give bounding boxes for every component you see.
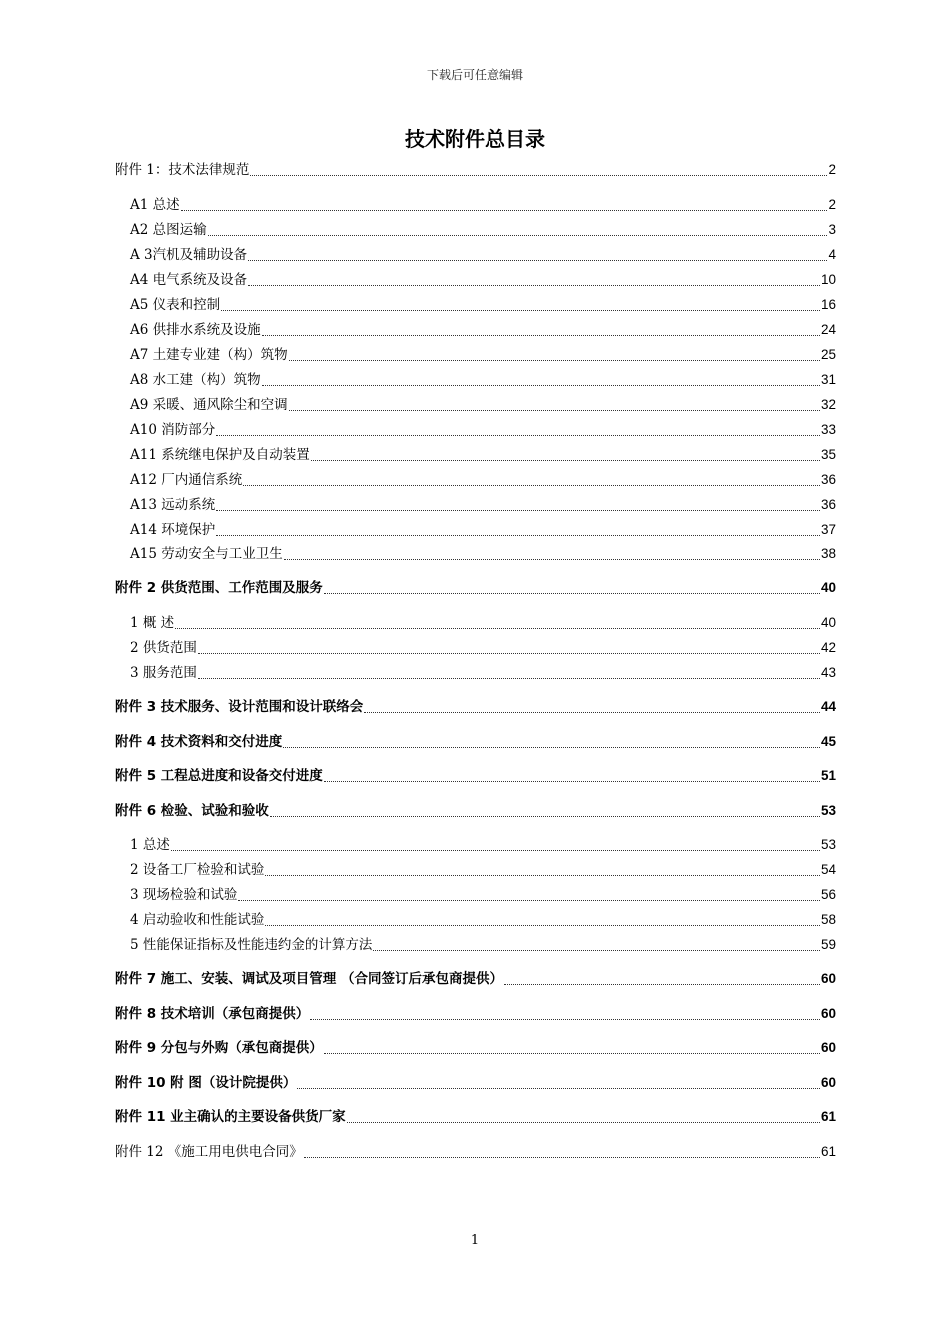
toc-entry-page: 2 — [828, 162, 836, 177]
toc-dot-leader — [181, 194, 828, 216]
toc-entry-label: 附件 6 检验、试验和验收 — [115, 803, 269, 819]
toc-entry-label: A15 劳动安全与工业卫生 — [130, 546, 283, 562]
toc-entry-page: 60 — [820, 1075, 836, 1090]
toc-dot-leader — [262, 319, 820, 341]
toc-entry-page: 35 — [820, 447, 836, 462]
toc-entry-page: 24 — [820, 322, 836, 337]
toc-entry-label: A9 采暖、通风除尘和空调 — [130, 397, 288, 413]
toc-dot-leader — [310, 1003, 820, 1025]
toc-entry-label: 3 服务范围 — [130, 665, 197, 681]
toc-sub-entry[interactable] — [130, 219, 836, 241]
toc-entry-page: 43 — [820, 665, 836, 680]
toc-entry-label: A11 系统继电保护及自动装置 — [130, 447, 310, 463]
toc-entry-label: 2 设备工厂检验和试验 — [130, 862, 265, 878]
toc-entry-label: 附件 9 分包与外购（承包商提供） — [115, 1040, 323, 1056]
toc-entry-label: 附件 10 附 图（设计院提供） — [115, 1075, 297, 1091]
toc-dot-leader — [250, 159, 827, 181]
toc-entry-page: 58 — [820, 912, 836, 927]
toc-entry-page: 42 — [820, 640, 836, 655]
toc-entry-page: 33 — [820, 422, 836, 437]
toc-entry-label: A 3汽机及辅助设备 — [130, 247, 248, 263]
toc-dot-leader — [208, 219, 828, 241]
toc-entry[interactable] — [115, 577, 836, 599]
toc-entry-label: A1 总述 — [130, 197, 180, 213]
toc-entry-label: 附件 2 供货范围、工作范围及服务 — [115, 580, 323, 596]
toc-entry-page: 37 — [820, 522, 836, 537]
toc-sub-entry[interactable] — [130, 859, 836, 881]
toc-entry-label: A14 环境保护 — [130, 522, 216, 538]
toc-dot-leader — [262, 369, 820, 391]
toc-entry[interactable] — [115, 1037, 836, 1059]
toc-sub-entry[interactable] — [130, 194, 836, 216]
toc-dot-leader — [283, 731, 820, 753]
toc-entry-label: 附件 3 技术服务、设计范围和设计联络会 — [115, 699, 364, 715]
toc-sub-entry[interactable] — [130, 369, 836, 391]
toc-dot-leader — [198, 637, 820, 659]
toc-dot-leader — [216, 494, 820, 516]
toc-entry-page: 60 — [820, 1040, 836, 1055]
toc-entry-label: A12 厂内通信系统 — [130, 472, 243, 488]
toc-sub-entry[interactable] — [130, 394, 836, 416]
toc-dot-leader — [289, 344, 820, 366]
toc-entry-label: 附件 8 技术培训（承包商提供） — [115, 1006, 310, 1022]
toc-entry-page: 45 — [820, 734, 836, 749]
toc-sub-entry[interactable] — [130, 519, 836, 541]
toc-entry-page: 61 — [820, 1144, 836, 1159]
toc-entry[interactable] — [115, 800, 836, 822]
toc-entry-page: 60 — [820, 1006, 836, 1021]
toc-entry[interactable] — [115, 1106, 836, 1128]
toc-dot-leader — [171, 834, 820, 856]
toc-entry-page: 54 — [820, 862, 836, 877]
page-number: 1 — [470, 1233, 480, 1248]
toc-entry-page: 16 — [820, 297, 836, 312]
toc-sub-entry[interactable] — [130, 344, 836, 366]
toc-sub-entry[interactable] — [130, 934, 836, 956]
toc-sub-entry[interactable] — [130, 637, 836, 659]
toc-entry-page: 4 — [828, 247, 836, 262]
toc-entry-label: 5 性能保证指标及性能违约金的计算方法 — [130, 937, 373, 953]
toc-entry-label: 附件 5 工程总进度和设备交付进度 — [115, 768, 323, 784]
toc-entry[interactable] — [115, 1141, 836, 1163]
toc-entry-label: A8 水工建（构）筑物 — [130, 372, 261, 388]
toc-sub-entry[interactable] — [130, 244, 836, 266]
toc-entry-label: A7 土建专业建（构）筑物 — [130, 347, 288, 363]
toc-dot-leader — [270, 800, 820, 822]
toc-entry[interactable] — [115, 731, 836, 753]
toc-dot-leader — [289, 394, 820, 416]
toc-entry-page: 36 — [820, 497, 836, 512]
toc-dot-leader — [238, 884, 820, 906]
toc-entry-page: 53 — [820, 837, 836, 852]
toc-sub-entry[interactable] — [130, 612, 836, 634]
page-header: 下载后可任意编辑 — [426, 68, 523, 82]
toc-dot-leader — [504, 968, 820, 990]
toc-entry-label: A13 远动系统 — [130, 497, 216, 513]
toc-entry[interactable] — [115, 159, 836, 181]
toc-dot-leader — [243, 469, 820, 491]
toc-sub-entry[interactable] — [130, 909, 836, 931]
toc-entry-label: A5 仪表和控制 — [130, 297, 221, 313]
toc-sub-entry[interactable] — [130, 543, 836, 565]
toc-sub-entry[interactable] — [130, 494, 836, 516]
toc-sub-entry[interactable] — [130, 444, 836, 466]
toc-entry-label: 2 供货范围 — [130, 640, 197, 656]
toc-entry-label: A2 总图运输 — [130, 222, 207, 238]
document-title: 技术附件总目录 — [405, 127, 545, 151]
toc-entry-label: 附件 11 业主确认的主要设备供货厂家 — [115, 1109, 346, 1125]
toc-entry-page: 32 — [820, 397, 836, 412]
toc-dot-leader — [304, 1141, 820, 1163]
toc-entry[interactable] — [115, 1003, 836, 1025]
toc-entry[interactable] — [115, 765, 836, 787]
toc-entry-label: 附件 12 《施工用电供电合同》 — [115, 1144, 303, 1160]
toc-entry-page: 10 — [820, 272, 836, 287]
toc-dot-leader — [373, 934, 820, 956]
toc-entry-label: 4 启动验收和性能试验 — [130, 912, 265, 928]
toc-dot-leader — [265, 909, 820, 931]
toc-entry-page: 40 — [820, 580, 836, 595]
toc-entry-page: 40 — [820, 615, 836, 630]
toc-dot-leader — [248, 244, 827, 266]
toc-entry-label: 3 现场检验和试验 — [130, 887, 238, 903]
toc-entry[interactable] — [115, 968, 836, 990]
toc-dot-leader — [221, 294, 820, 316]
toc-dot-leader — [175, 612, 820, 634]
toc-dot-leader — [216, 519, 820, 541]
toc-dot-leader — [297, 1072, 820, 1094]
toc-dot-leader — [364, 696, 820, 718]
toc-entry-page: 59 — [820, 937, 836, 952]
toc-sub-entry[interactable] — [130, 662, 836, 684]
toc-entry-label: 附件 4 技术资料和交付进度 — [115, 734, 283, 750]
toc-entry-page: 31 — [820, 372, 836, 387]
toc-sub-entry[interactable] — [130, 294, 836, 316]
toc-entry-page: 25 — [820, 347, 836, 362]
toc-sub-entry[interactable] — [130, 834, 836, 856]
toc-dot-leader — [324, 577, 820, 599]
toc-sub-entry[interactable] — [130, 269, 836, 291]
toc-entry-page: 53 — [820, 803, 836, 818]
toc-entry-label: 附件 7 施工、安装、调试及项目管理 （合同签订后承包商提供） — [115, 971, 503, 987]
toc-entry-label: A6 供排水系统及设施 — [130, 322, 261, 338]
toc-dot-leader — [216, 419, 820, 441]
toc-entry[interactable] — [115, 1072, 836, 1094]
toc-entry-page: 56 — [820, 887, 836, 902]
toc-entry-page: 60 — [820, 971, 836, 986]
toc-sub-entry[interactable] — [130, 419, 836, 441]
toc-dot-leader — [347, 1106, 820, 1128]
toc-entry-page: 3 — [828, 222, 836, 237]
toc-entry-page: 51 — [820, 768, 836, 783]
toc-dot-leader — [324, 765, 820, 787]
toc-entry-page: 36 — [820, 472, 836, 487]
toc-entry-label: 附件 1：技术法律规范 — [115, 162, 250, 178]
toc-entry-label: 1 概 述 — [130, 615, 175, 631]
toc-sub-entry[interactable] — [130, 469, 836, 491]
toc-entry-label: 1 总述 — [130, 837, 170, 853]
toc-sub-entry[interactable] — [130, 319, 836, 341]
toc-dot-leader — [265, 859, 820, 881]
toc-entry[interactable] — [115, 696, 836, 718]
toc-dot-leader — [248, 269, 820, 291]
toc-entry-page: 44 — [820, 699, 836, 714]
toc-entry-page: 61 — [820, 1109, 836, 1124]
toc-dot-leader — [198, 662, 820, 684]
toc-dot-leader — [311, 444, 820, 466]
toc-sub-entry[interactable] — [130, 884, 836, 906]
toc-entry-label: A4 电气系统及设备 — [130, 272, 248, 288]
toc-dot-leader — [324, 1037, 820, 1059]
toc-entry-label: A10 消防部分 — [130, 422, 216, 438]
toc-dot-leader — [284, 543, 820, 565]
toc-entry-page: 2 — [828, 197, 836, 212]
toc-entry-page: 38 — [820, 546, 836, 561]
